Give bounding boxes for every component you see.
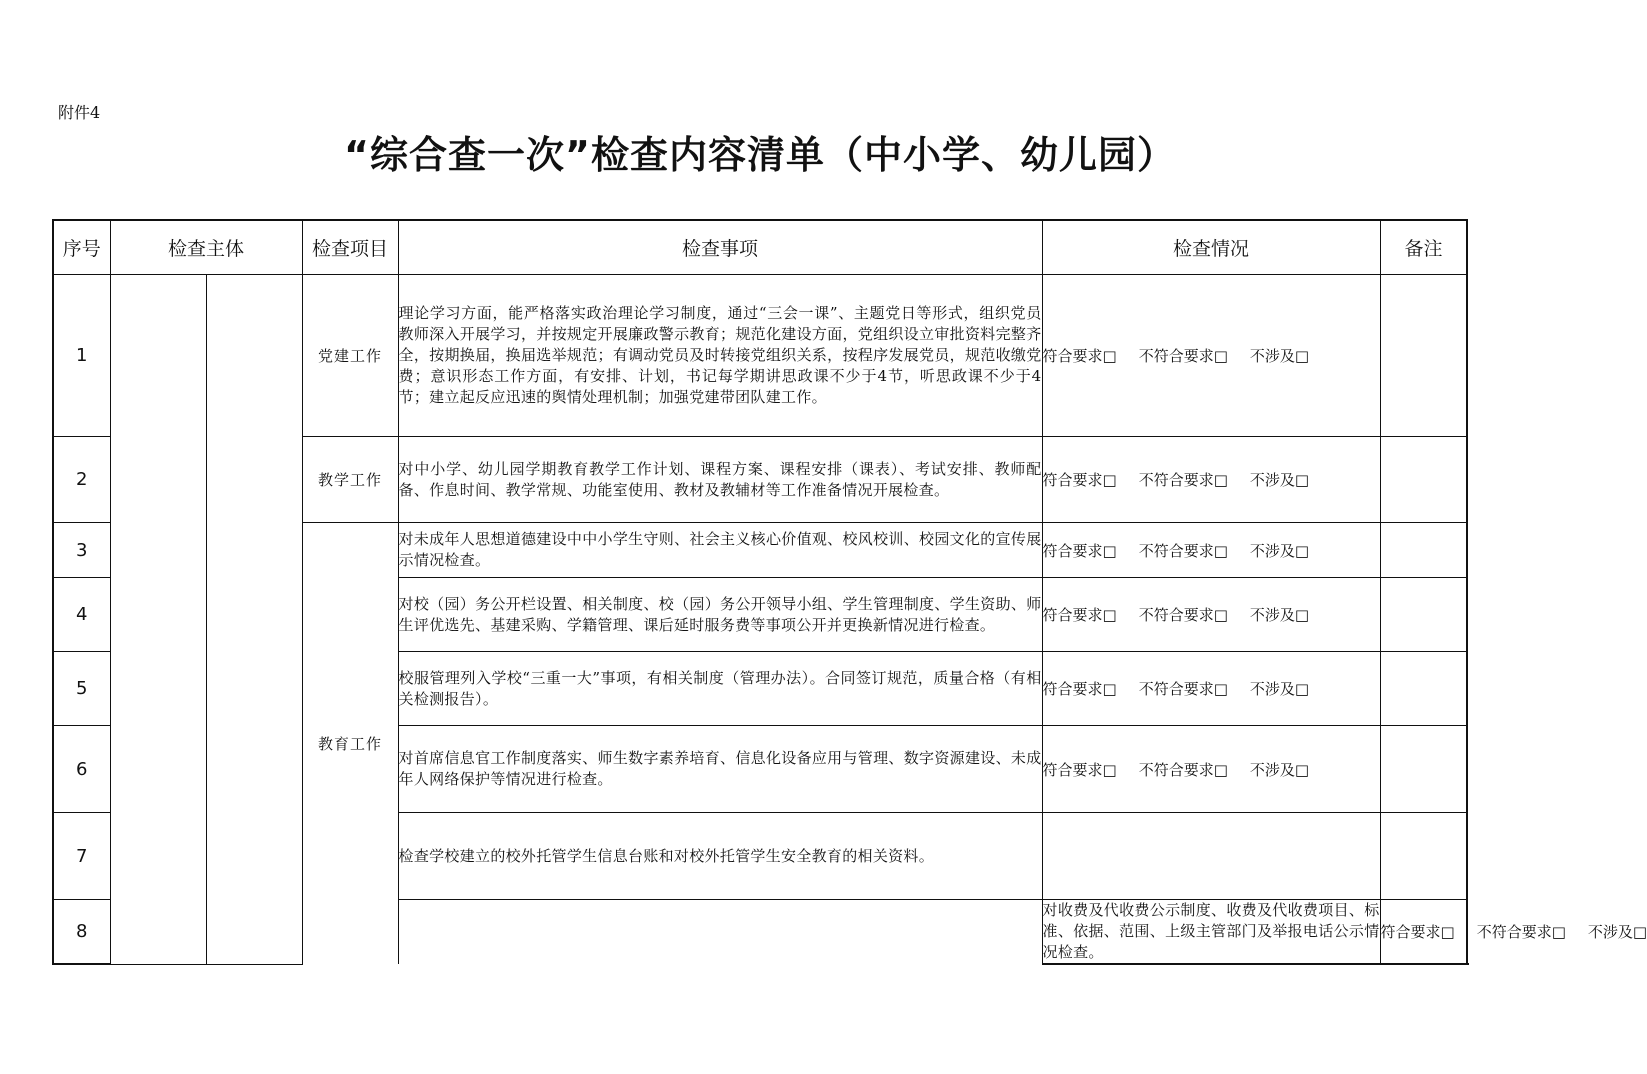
table-row: [53, 275, 1467, 437]
row-item: 教学工作: [302, 437, 398, 523]
status-na-checkbox[interactable]: 不涉及□: [1249, 680, 1310, 698]
row-status: [1380, 900, 1647, 965]
status-ok-checkbox[interactable]: 符合要求□: [1042, 760, 1117, 779]
row-item: 教育工作: [302, 523, 398, 965]
row-note[interactable]: [1380, 652, 1467, 726]
row-seq: 1: [53, 275, 110, 437]
row-matter: 校服管理列入学校“三重一大”事项，有相关制度（管理办法）。合同签订规范，质量合格（有相关检测报告）。: [398, 652, 1042, 726]
row-status: [1042, 275, 1380, 437]
status-not-ok-checkbox[interactable]: 不符合要求□: [1138, 471, 1228, 489]
header-item: 检查项目: [302, 220, 398, 275]
status-not-ok-checkbox[interactable]: 不符合要求□: [1138, 606, 1228, 624]
row-seq: 7: [53, 813, 110, 900]
row-matter: 对中小学、幼儿园学期教育教学工作计划、课程方案、课程安排（课表）、考试安排、教师配备、作息时间、教学常规、功能室使用、教材及教辅材等工作准备情况开展检查。: [398, 437, 1042, 523]
row-note[interactable]: [1380, 726, 1467, 813]
inspection-table: [52, 219, 1647, 965]
row-matter: 对校（园）务公开栏设置、相关制度、校（园）务公开领导小组、学生管理制度、学生资助、师生评优选先、基建采购、学籍管理、课后延时服务费等事项公开并更换新情况进行检查。: [398, 578, 1042, 652]
row-seq: 6: [53, 726, 110, 813]
row-seq: 3: [53, 523, 110, 578]
row-status: [1042, 726, 1380, 813]
row-matter: 对收费及代收费公示制度、收费及代收费项目、标准、依据、范围、上级主管部门及举报电话公示情况检查。: [1042, 900, 1380, 965]
status-na-checkbox[interactable]: 不涉及□: [1249, 471, 1310, 489]
status-na-checkbox[interactable]: 不涉及□: [1249, 760, 1310, 779]
row-matter: 检查学校建立的校外托管学生信息台账和对校外托管学生安全教育的相关资料。: [398, 813, 1042, 900]
status-not-ok-checkbox[interactable]: 不符合要求□: [1138, 680, 1228, 698]
status-not-ok-checkbox[interactable]: 不符合要求□: [1476, 923, 1566, 941]
status-na-checkbox[interactable]: 不涉及□: [1587, 923, 1647, 941]
row-seq: 8: [53, 900, 110, 965]
header-seq: 序号: [53, 220, 110, 275]
status-na-checkbox[interactable]: 不涉及□: [1249, 606, 1310, 624]
status-not-ok-checkbox[interactable]: 不符合要求□: [1138, 760, 1228, 779]
row-status: [1042, 523, 1380, 578]
subject-cell-right: [206, 275, 302, 965]
row-note[interactable]: [1380, 523, 1467, 578]
status-na-checkbox[interactable]: 不涉及□: [1249, 541, 1310, 560]
status-ok-checkbox[interactable]: 符合要求□: [1042, 347, 1117, 365]
status-ok-checkbox[interactable]: 符合要求□: [1042, 541, 1117, 560]
status-not-ok-checkbox[interactable]: 不符合要求□: [1138, 347, 1228, 365]
status-ok-checkbox[interactable]: 符合要求□: [1042, 680, 1117, 698]
status-not-ok-checkbox[interactable]: 不符合要求□: [1138, 541, 1228, 560]
row-note[interactable]: [1380, 813, 1467, 900]
subject-cell-left: [110, 275, 206, 965]
row-status[interactable]: [1042, 813, 1380, 900]
page-title: “综合查一次”检查内容清单（中小学、幼儿园）: [344, 133, 1176, 177]
row-item-continued: [398, 900, 1042, 965]
row-matter: 理论学习方面，能严格落实政治理论学习制度，通过“三会一课”、主题党日等形式，组织党员教师深入开展学习，并按规定开展廉政警示教育；规范化建设方面，党组织设立审批资料完整齐全，按期换届，换届选举规范；有调动党员及时转接党组织关系，按程序发展党员，规范收缴党费；意识形态工作方面，有安排、计划，书记每学期讲思政课不少于4节，听思政课不少于4节；建立起反应迅速的舆情处理机制；加强党建带团队建工作。: [398, 275, 1042, 437]
row-item: 党建工作: [302, 275, 398, 437]
header-status: 检查情况: [1042, 220, 1380, 275]
row-seq: 5: [53, 652, 110, 726]
header-note: 备注: [1380, 220, 1467, 275]
header-matter: 检查事项: [398, 220, 1042, 275]
status-na-checkbox[interactable]: 不涉及□: [1249, 347, 1310, 365]
header-subject: 检查主体: [110, 220, 302, 275]
status-ok-checkbox[interactable]: 符合要求□: [1380, 923, 1455, 941]
row-note[interactable]: [1380, 275, 1467, 437]
row-note[interactable]: [1380, 578, 1467, 652]
header-row: [53, 220, 1467, 275]
row-note[interactable]: [1380, 437, 1467, 523]
attachment-label: 附件4: [58, 103, 101, 122]
status-ok-checkbox[interactable]: 符合要求□: [1042, 471, 1117, 489]
row-seq: 2: [53, 437, 110, 523]
row-matter: 对首席信息官工作制度落实、师生数字素养培育、信息化设备应用与管理、数字资源建设、未成年人网络保护等情况进行检查。: [398, 726, 1042, 813]
status-ok-checkbox[interactable]: 符合要求□: [1042, 606, 1117, 624]
row-status: [1042, 652, 1380, 726]
row-status: [1042, 437, 1380, 523]
row-status: [1042, 578, 1380, 652]
row-matter: 对未成年人思想道德建设中中小学生守则、社会主义核心价值观、校风校训、校园文化的宣传展示情况检查。: [398, 523, 1042, 578]
row-seq: 4: [53, 578, 110, 652]
